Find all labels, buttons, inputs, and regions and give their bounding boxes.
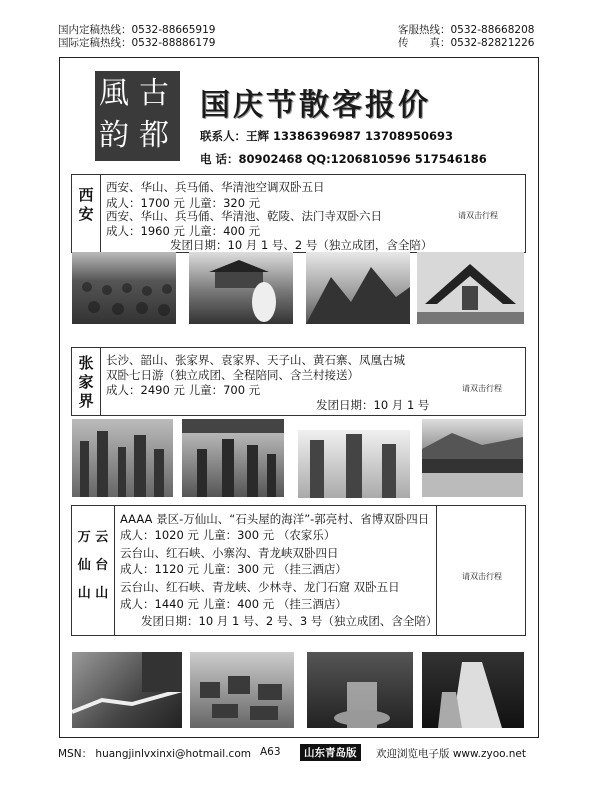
wx-price-3: 成人：1440 元 儿童：400 元 （挂三酒店） [120, 597, 347, 611]
wx-route-2: 云台山、红石峡、小寨沟、青龙峡双卧四日 [120, 546, 339, 560]
xian-price-2: 成人：1960 元 儿童：400 元 [106, 224, 261, 238]
stone-village-photo [190, 652, 294, 728]
domestic-hotline: 国内定稿热线：0532-88665919 [58, 24, 216, 36]
huaqing-pool-photo [189, 252, 293, 324]
zjj-click-itinerary[interactable]: 请双击行程 [462, 384, 502, 393]
wx-route-1: AAAA 景区-万仙山、“石头屋的海洋”-郭亮村、省博双卧四日 [120, 512, 430, 526]
zjj-route-1: 长沙、韶山、张家界、袁家界、天子山、黄石寨、凤凰古城 [106, 353, 405, 367]
zjj-price: 成人：2490 元 儿童：700 元 [106, 383, 261, 397]
xian-route-1: 西安、华山、兵马俑、华清池空调双卧五日 [106, 180, 325, 194]
terracotta-photo [72, 252, 176, 324]
wx-price-2: 成人：1120 元 儿童：300 元 （挂三酒店） [120, 562, 347, 576]
xian-price-1: 成人：1700 元 儿童：320 元 [106, 196, 261, 210]
zjj-peaks-photo [72, 419, 173, 497]
section-divider [114, 505, 115, 636]
phone-line: 电 话：80902468 QQ:1206810596 517546186 [200, 152, 487, 166]
logo-char-4: 都 [139, 118, 169, 153]
xian-click-itinerary[interactable]: 请双击行程 [458, 211, 498, 220]
intl-hotline: 国际定稿热线：0532-88886179 [58, 37, 216, 49]
fenghuang-photo [422, 419, 523, 497]
contact-line: 联系人：王辉 13386396987 13708950693 [200, 129, 454, 143]
cliff-road-photo [72, 652, 182, 728]
wx-price-1: 成人：1020 元 儿童：300 元 （农家乐） [120, 528, 336, 542]
logo-char-2: 古 [139, 76, 169, 111]
section-divider [436, 505, 437, 636]
page-number: A63 [260, 746, 281, 758]
wx-dates: 发团日期：10 月 1 号、2 号、3 号（独立成团、含全陪） [141, 614, 438, 628]
zjj-forest-photo [182, 419, 284, 497]
header-left [58, 24, 215, 50]
service-hotline: 客服热线：0532-88668208 [398, 24, 535, 36]
section-divider [100, 174, 101, 253]
fax-line: 传 真：0532-82821226 [398, 37, 535, 49]
site-slogan[interactable]: 欢迎浏览电子版 www.zyoo.net [376, 748, 526, 760]
xian-dates: 发团日期：10 月 1 号、2 号（独立成团，含全陪） [170, 238, 433, 252]
zjj-mist-photo [298, 430, 410, 498]
section-zhangjiajie-name: 张 家 界 [78, 354, 94, 410]
section-divider [100, 347, 101, 416]
xian-landmark-photo [417, 252, 524, 324]
brand-logo [95, 71, 180, 161]
red-stone-gorge-photo [307, 652, 413, 728]
edition-tag: 山东青岛版 [300, 744, 361, 761]
msn-contact: MSN： huangjinlvxinxi@hotmail.com [58, 748, 251, 760]
logo-char-1: 風 [99, 76, 129, 111]
header-right [398, 24, 534, 50]
section-xian-name: 西 安 [78, 186, 94, 223]
xian-route-2: 西安、华山、兵马俑、华清池、乾陵、法门寺双卧六日 [106, 209, 382, 223]
waterfall-photo [422, 652, 524, 728]
section-wanxian-yuntai-name: 万 云 仙 台 山 山 [77, 530, 109, 601]
huashan-photo [306, 252, 410, 324]
zjj-route-2: 双卧七日游（独立成团、全程陪同、含兰村接送） [106, 368, 359, 382]
page-title: 国庆节散客报价 [200, 88, 431, 123]
wx-click-itinerary[interactable]: 请双击行程 [462, 572, 502, 581]
zjj-dates: 发团日期：10 月 1 号 [316, 398, 430, 412]
logo-char-3: 韵 [99, 118, 129, 153]
wx-route-3: 云台山、红石峡、青龙峡、少林寺、龙门石窟 双卧五日 [120, 580, 400, 594]
